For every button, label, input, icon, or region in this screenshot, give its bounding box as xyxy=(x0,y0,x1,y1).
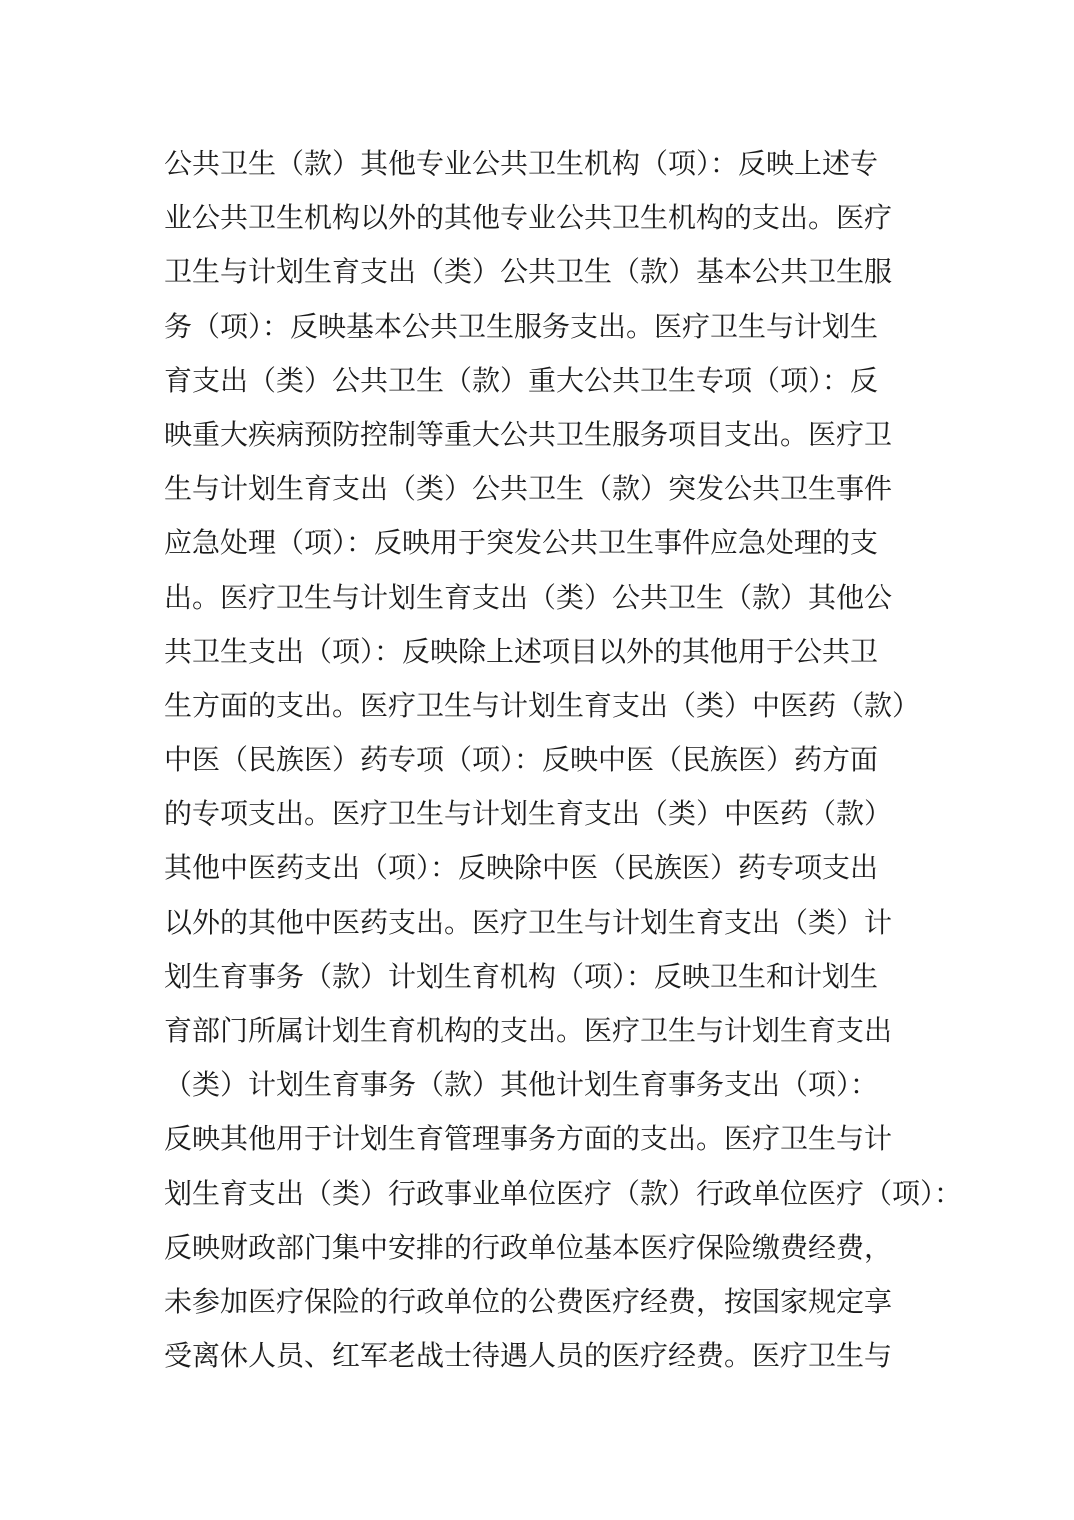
text-line: 反映财政部门集中安排的行政单位基本医疗保险缴费经费， xyxy=(164,1230,893,1264)
text-line: 映重大疾病预防控制等重大公共卫生服务项目支出。医疗卫 xyxy=(164,417,893,451)
text-line: （类）计划生育事务（款）其他计划生育事务支出（项）： xyxy=(164,1068,879,1102)
text-line: 卫生与计划生育支出（类）公共卫生（款）基本公共卫生服 xyxy=(164,255,893,289)
text-line: 划生育支出（类）行政事业单位医疗（款）行政单位医疗（项）： xyxy=(164,1176,963,1210)
text-line: 未参加医疗保险的行政单位的公费医疗经费，按国家规定享 xyxy=(164,1284,893,1318)
text-line: 育支出（类）公共卫生（款）重大公共卫生专项（项）：反 xyxy=(164,363,879,397)
text-line: 应急处理（项）：反映用于突发公共卫生事件应急处理的支 xyxy=(164,526,879,560)
text-line: 出。医疗卫生与计划生育支出（类）公共卫生（款）其他公 xyxy=(164,580,893,614)
text-line: 生方面的支出。医疗卫生与计划生育支出（类）中医药（款） xyxy=(164,688,921,722)
text-line: 公共卫生（款）其他专业公共卫生机构（项）：反映上述专 xyxy=(164,147,879,180)
text-line: 务（项）：反映基本公共卫生服务支出。医疗卫生与计划生 xyxy=(164,309,879,343)
text-line: 反映其他用于计划生育管理事务方面的支出。医疗卫生与计 xyxy=(164,1122,893,1156)
text-line: 划生育事务（款）计划生育机构（项）：反映卫生和计划生 xyxy=(164,959,879,993)
text-line: 中医（民族医）药专项（项）：反映中医（民族医）药方面 xyxy=(164,743,879,777)
text-line: 育部门所属计划生育机构的支出。医疗卫生与计划生育支出 xyxy=(164,1014,893,1047)
text-line: 受离休人员、红军老战士待遇人员的医疗经费。医疗卫生与 xyxy=(164,1339,893,1373)
text-line: 共卫生支出（项）：反映除上述项目以外的其他用于公共卫 xyxy=(164,634,879,668)
text-line: 的专项支出。医疗卫生与计划生育支出（类）中医药（款） xyxy=(164,797,893,831)
text-line: 业公共卫生机构以外的其他专业公共卫生机构的支出。医疗 xyxy=(164,201,893,235)
text-line: 以外的其他中医药支出。医疗卫生与计划生育支出（类）计 xyxy=(164,905,893,939)
text-line: 生与计划生育支出（类）公共卫生（款）突发公共卫生事件 xyxy=(164,472,893,506)
text-line: 其他中医药支出（项）：反映除中医（民族医）药专项支出 xyxy=(164,851,879,885)
body-text xyxy=(164,137,963,1383)
